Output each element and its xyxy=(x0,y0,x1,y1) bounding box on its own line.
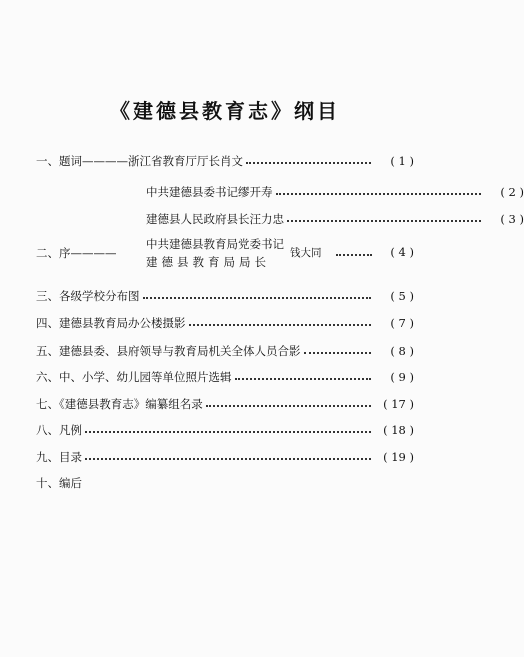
toc-entry-contents xyxy=(36,448,414,466)
preface-title-line1: 中共建德县教育局党委书记 xyxy=(146,237,284,251)
leader-dots xyxy=(143,297,372,299)
leader-dots xyxy=(85,458,371,460)
leader-dots xyxy=(276,193,482,195)
toc-entry-editors xyxy=(36,395,414,413)
toc-entry-inscription-2 xyxy=(36,183,524,201)
leader-dots xyxy=(85,431,371,433)
toc-label: 八、凡例 xyxy=(36,423,82,437)
toc-entry-preface xyxy=(36,235,414,271)
toc-page: ( 9 ) xyxy=(390,370,414,384)
toc-page: ( 19 ) xyxy=(383,450,414,464)
toc-page: ( 7 ) xyxy=(390,316,414,330)
toc-page: ( 4 ) xyxy=(390,245,414,259)
leader-dots xyxy=(235,378,372,380)
toc-entry-guidelines xyxy=(36,421,414,439)
toc-entry-office-photo xyxy=(36,314,414,332)
toc-label: 十、编后 xyxy=(36,476,82,490)
toc-page: ( 3 ) xyxy=(500,212,524,226)
toc-label: 三、各级学校分布图 xyxy=(36,289,140,303)
leader-dots xyxy=(206,405,371,407)
leader-dots xyxy=(246,162,371,164)
toc-label: 五、建德县委、县府领导与教育局机关全体人员合影 xyxy=(36,344,301,358)
toc-label: 中共建德县委书记缪开寿 xyxy=(146,185,273,199)
toc-page: ( 17 ) xyxy=(383,397,414,411)
toc-label: 建德县人民政府县长汪力忠 xyxy=(146,212,284,226)
preface-author: 钱大同 xyxy=(290,247,322,259)
toc-entry-afterword xyxy=(36,474,414,492)
toc-page: ( 5 ) xyxy=(390,289,414,303)
toc-label: 九、目录 xyxy=(36,450,82,464)
toc-label: 四、建德县教育局办公楼摄影 xyxy=(36,316,186,330)
toc-entry-inscription xyxy=(36,152,414,170)
document-title: 《建德县教育志》纲目 xyxy=(110,99,340,123)
toc-entry-inscription-3 xyxy=(36,210,524,228)
leader-dots xyxy=(304,352,372,354)
leader-dots xyxy=(336,254,372,256)
toc-label: 一、题词————浙江省教育厅厅长肖文 xyxy=(36,154,243,168)
toc-label: 七、《建德县教育志》编纂组名录 xyxy=(36,397,203,411)
toc-page: ( 18 ) xyxy=(383,423,414,437)
toc-entry-group-photo xyxy=(36,342,414,360)
toc-page: ( 2 ) xyxy=(500,185,524,199)
preface-title-line2: 建德县教育局局长 xyxy=(146,255,270,269)
leader-dots xyxy=(287,220,481,222)
toc-page: ( 1 ) xyxy=(390,154,414,168)
preface-number: 二、序———— xyxy=(36,246,117,260)
leader-dots xyxy=(189,324,372,326)
toc-entry-school-photos xyxy=(36,368,414,386)
toc-label: 六、中、小学、幼儿园等单位照片选辑 xyxy=(36,370,232,384)
toc-page: ( 8 ) xyxy=(390,344,414,358)
toc-entry-map xyxy=(36,287,414,305)
